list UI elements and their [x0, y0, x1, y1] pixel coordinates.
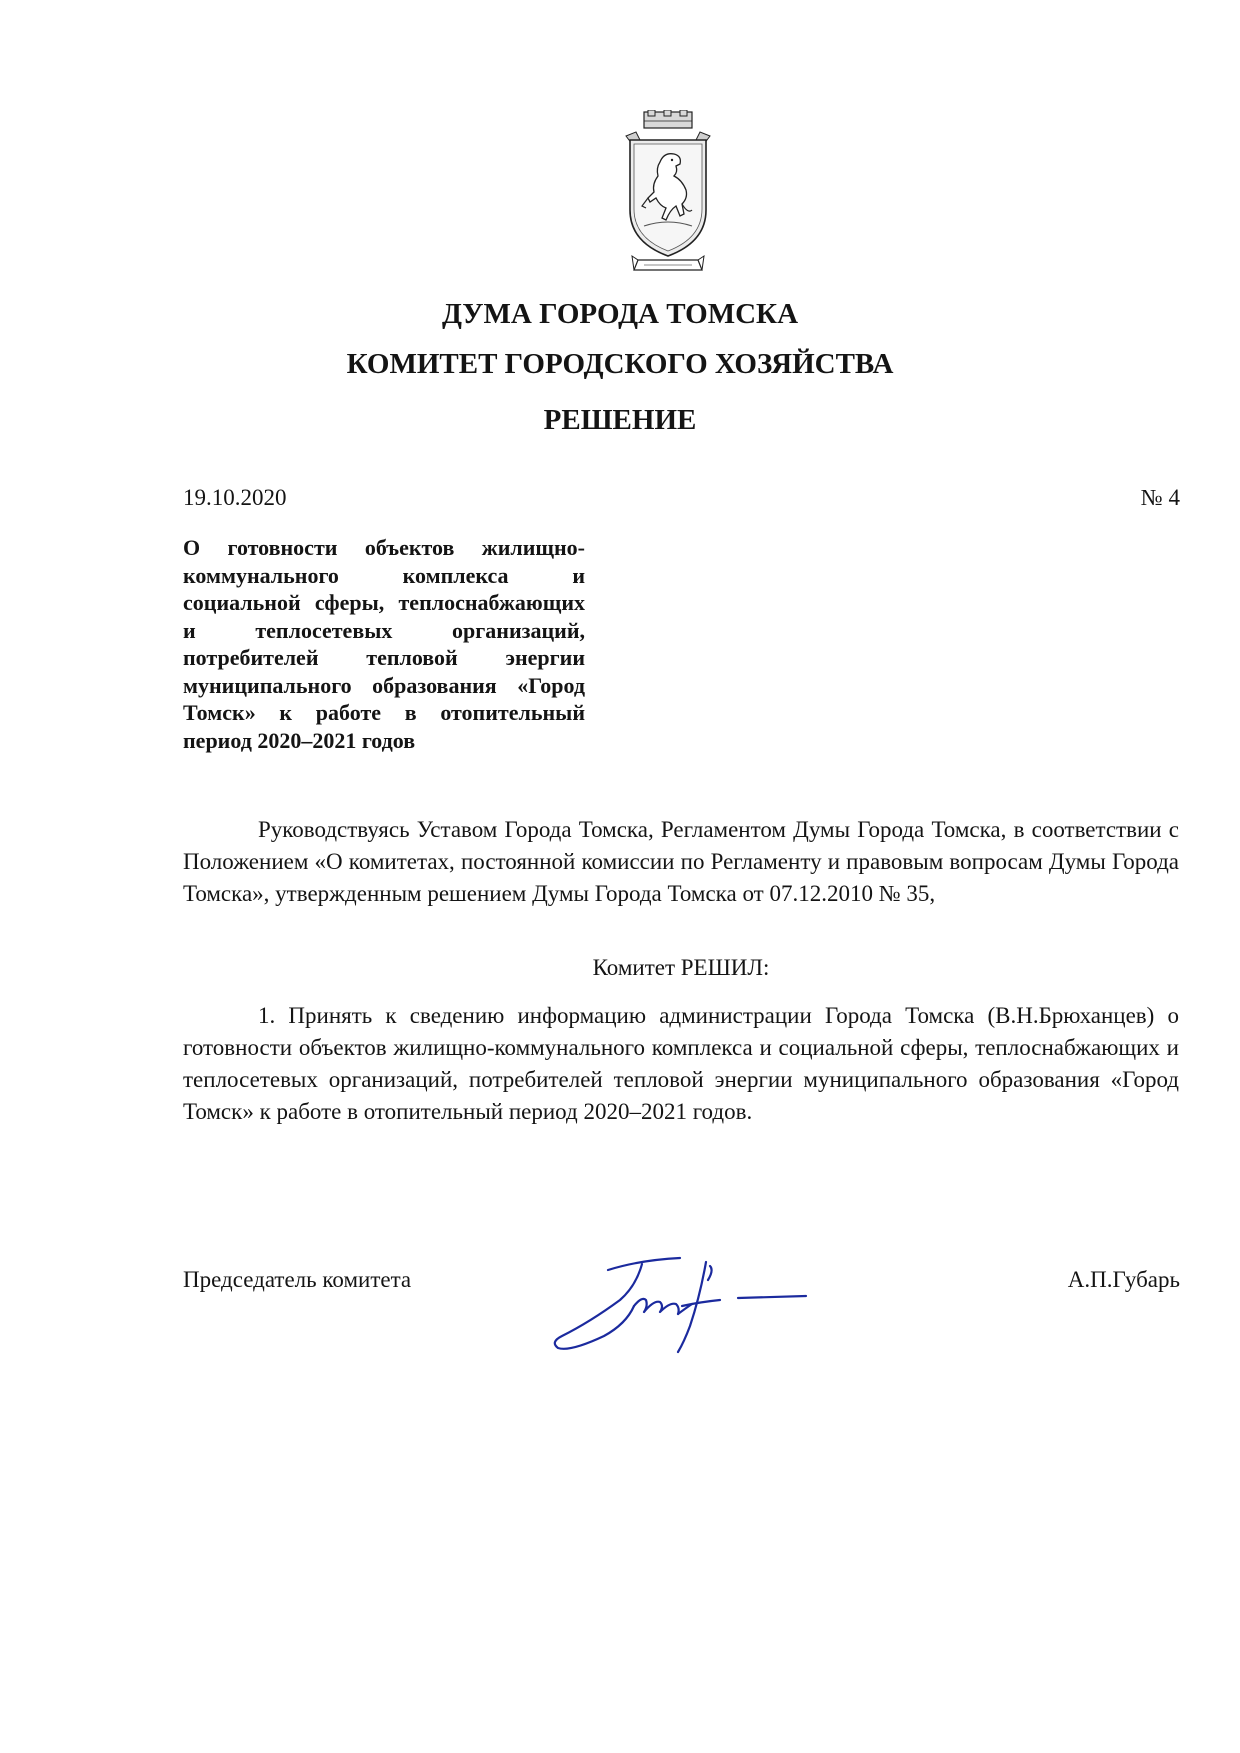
document-type: РЕШЕНИЕ [543, 404, 697, 436]
document-date: 19.10.2020 [183, 485, 287, 510]
signatory-position: Председатель комитета [183, 1267, 412, 1292]
tomsk-coat-of-arms-icon [622, 110, 714, 282]
document-number: № 4 [1140, 485, 1180, 510]
handwritten-signature-icon [550, 1236, 820, 1356]
resolved-heading: Комитет РЕШИЛ: [592, 955, 770, 980]
committee-title: КОМИТЕТ ГОРОДСКОГО ХОЗЯЙСТВА [346, 348, 894, 380]
organization-title: ДУМА ГОРОДА ТОМСКА [441, 298, 799, 330]
preamble-paragraph: Руководствуясь Уставом Города Томска, Регламентом Думы Города Томска, в соответствии с Положением «О комитетах, постоянной комиссии по Регламенту и правовым вопросам Думы Города Томска», утвержденным решением Думы Города Томска от 07.12.2010 № 35, [183, 817, 1179, 906]
resolution-item: 1. Принять к сведению информацию администрации Города Томска (В.Н.Брюханцев) о готовности объектов жилищно-коммунального комплекса и социальной сферы, теплоснабжающих и теплосетевых организаций, потребителей тепловой энергии муниципального образования «Город Томск» к работе в отопительный период 2020–2021 годов. [183, 1003, 1179, 1124]
document-subject: О готовности объектов жилищно-коммунального комплекса и социальной сферы, теплоснабжающих и теплосетевых организаций, потребителей тепловой энергии муниципального образования «Город Томск» к работе в отопительный период 2020–2021 годов [183, 535, 585, 753]
signatory-name: А.П.Губарь [1067, 1267, 1180, 1292]
